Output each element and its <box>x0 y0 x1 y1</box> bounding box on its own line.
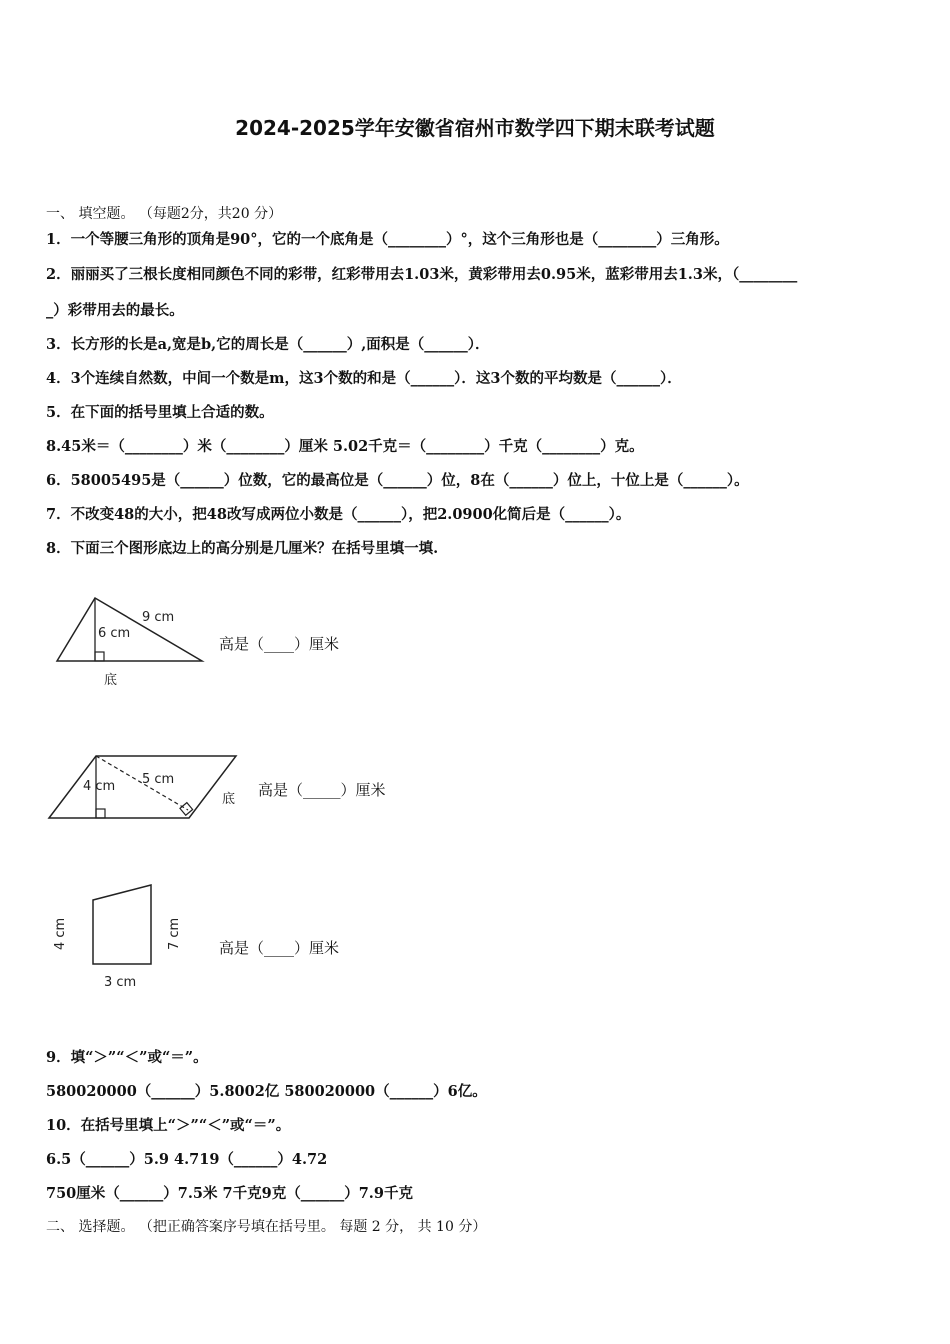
page-title: 2024-2025学年安徽省宿州市数学四下期末联考试题 <box>235 116 715 140</box>
question-9-blanks: 580020000（______）5.8002亿 580020000（______）6亿。 <box>46 1083 487 1100</box>
parallelogram-base-label: 底 <box>222 792 236 807</box>
section-2-heading: 二、 选择题。 （把正确答案序号填在括号里。 每题 2 分， 共 10 分） <box>46 1219 487 1235</box>
trapezoid-left-label: 4 cm <box>53 917 68 950</box>
question-3: 3．长方形的长是a,宽是b,它的周长是（______）,面积是（______）． <box>46 336 490 353</box>
triangle-side-label: 9 cm <box>142 610 175 625</box>
trapezoid-answer: 高是（____）厘米 <box>219 939 340 957</box>
question-7: 7．不改变48的大小，把48改写成两位小数是（______），把2.0900化简后是（______）。 <box>46 506 631 523</box>
parallelogram-side-label: 5 cm <box>142 772 175 787</box>
question-8: 8．下面三个图形底边上的高分别是几厘米？在括号里填一填. <box>46 540 439 557</box>
question-6: 6．58005495是（______）位数，它的最高位是（______）位，8在（______）位上，十位上是（______）。 <box>46 472 749 489</box>
question-10-row-2: 750厘米（______）7.5米 7千克9克（______）7.9千克 <box>46 1185 413 1202</box>
question-4: 4．3个连续自然数，中间一个数是m，这3个数的和是（______）．这3个数的平均数是（______）． <box>46 370 682 387</box>
parallelogram-figure <box>44 750 254 830</box>
question-9: 9．填“＞”“＜”或“＝”。 <box>46 1049 208 1066</box>
triangle-figure <box>52 592 212 692</box>
parallelogram-answer: 高是（_____）厘米 <box>258 781 386 799</box>
question-2-line-1: 2．丽丽买了三根长度相同颜色不同的彩带，红彩带用去1.03米，黄彩带用去0.95米，蓝彩带用去1.3米，（________ <box>46 266 798 283</box>
triangle-height-label: 6 cm <box>98 626 131 641</box>
question-5: 5．在下面的括号里填上合适的数。 <box>46 404 274 421</box>
trapezoid-figure <box>48 880 188 995</box>
triangle-base-label: 底 <box>104 673 118 688</box>
parallelogram-height-label: 4 cm <box>83 779 116 794</box>
question-2-line-2: _）彩带用去的最长。 <box>46 302 184 319</box>
trapezoid-bottom-label: 3 cm <box>104 975 137 990</box>
question-5-blanks: 8.45米＝（________）米（________）厘米 5.02千克＝（________）千克（________）克。 <box>46 438 644 455</box>
trapezoid-right-label: 7 cm <box>167 917 182 950</box>
question-10: 10．在括号里填上“＞”“＜”或“＝”。 <box>46 1117 291 1134</box>
triangle-answer: 高是（____）厘米 <box>219 635 340 653</box>
question-1: 1．一个等腰三角形的顶角是90°，它的一个底角是（________）°，这个三角形也是（________）三角形。 <box>46 231 729 248</box>
section-1-heading: 一、 填空题。 （每题2分，共20 分） <box>46 206 283 222</box>
question-10-row-1: 6.5（______）5.9 4.719（______）4.72 <box>46 1151 328 1168</box>
